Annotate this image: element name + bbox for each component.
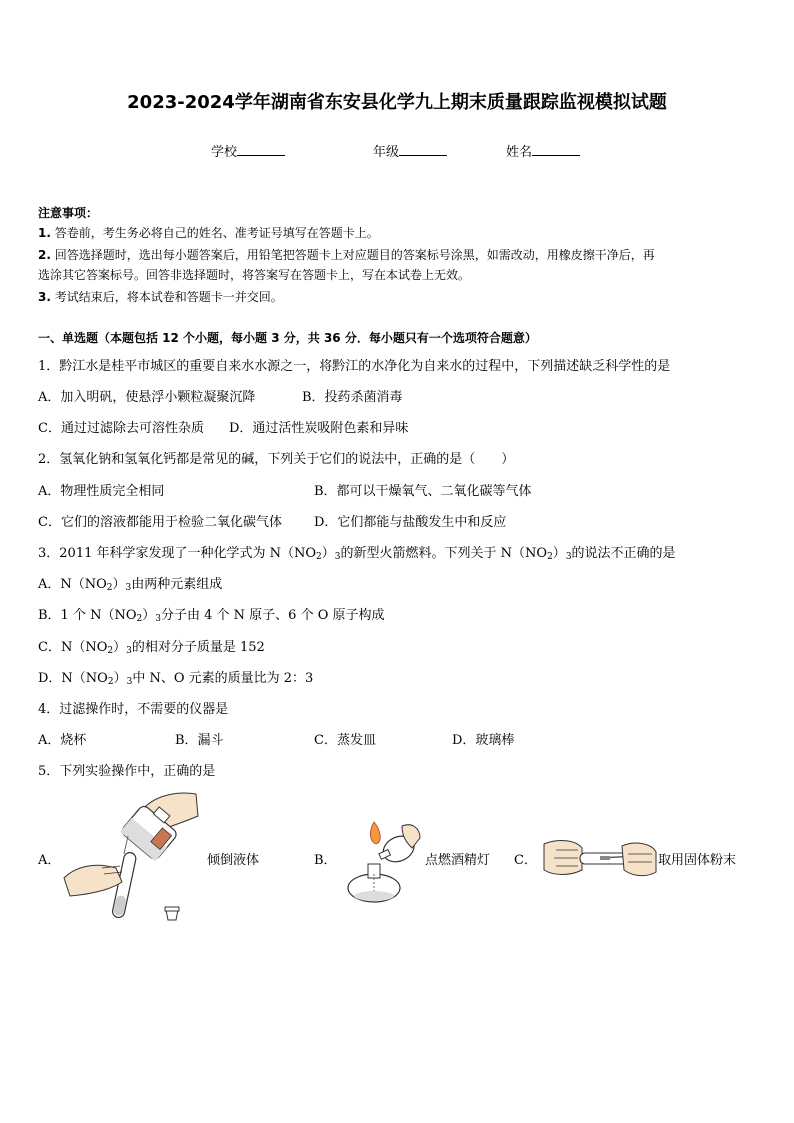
option-text: ） [112,577,126,592]
notice-num: 3. [38,290,51,304]
q5-option-a-letter[interactable]: A． [38,853,61,868]
question-4-stem: 4．过滤操作时，不需要的仪器是 [38,702,229,717]
grade-field [373,141,447,160]
q3-stem-part: ） [552,546,566,561]
alcohol-lamp-illustration [340,812,422,906]
q1-option-a[interactable]: A．加入明矾，使悬浮小颗粒凝聚沉降 [38,390,256,405]
solid-powder-illustration [542,836,658,882]
q4-option-b[interactable]: B．漏斗 [175,733,224,748]
option-text: 的相对分子质量是 152 [131,640,265,655]
q3-stem-part: ） [321,546,335,561]
option-text: 由两种元素组成 [131,577,223,592]
q3-stem-part: 3．2011 年科学家发现了一种化学式为 N（NO [38,546,317,561]
school-field [211,141,285,160]
q3-option-b[interactable] [38,604,385,624]
q5-option-b-caption: 点燃酒精灯 [425,853,491,868]
q3-option-a[interactable] [38,573,222,593]
q3-option-d[interactable] [38,667,313,687]
q5-option-c-letter[interactable]: C． [514,853,537,868]
q4-option-a[interactable]: A．烧杯 [38,733,87,748]
name-label: 姓名 [506,145,533,160]
option-text: 分子由 4 个 N 原子、6 个 O 原子构成 [160,608,385,623]
notice-heading: 注意事项： [38,206,99,220]
q2-option-b[interactable]: B．都可以干燥氧气、二氧化碳等气体 [314,484,532,499]
notice-num: 2. [38,248,51,262]
notice-num: 1. [38,226,51,240]
q5-option-b-letter[interactable]: B． [314,853,337,868]
option-text: A．N（NO [38,577,107,592]
notice-item [38,246,655,263]
option-text: ） [142,608,156,623]
notice-text: 选涂其它答案标号。回答非选择题时，将答案写在答题卡上，写在本试卷上无效。 [38,268,471,282]
q2-option-a[interactable]: A．物理性质完全相同 [38,484,165,499]
page-title: 2023-2024学年湖南省东安县化学九上期末质量跟踪监视模拟试题 [127,92,667,113]
school-label: 学校 [211,145,238,160]
school-blank[interactable] [237,143,285,156]
q3-stem-part: 的新型火箭燃料。下列关于 N（NO [340,546,548,561]
pouring-liquid-illustration [62,786,202,928]
question-1-stem: 1．黔江水是桂平市城区的重要自来水水源之一，将黔江的水净化为自来水的过程中，下列描述缺乏科学性的是 [38,359,671,374]
q2-option-c[interactable]: C．它们的溶液都能用于检验二氧化碳气体 [38,515,282,530]
q1-option-c[interactable]: C．通过过滤除去可溶性杂质 [38,421,204,436]
notice-item [38,266,470,283]
subscript: 3 [334,552,341,562]
q2-option-d[interactable]: D．它们都能与盐酸发生中和反应 [314,515,507,530]
subscript: 2 [106,583,113,593]
q4-option-c[interactable]: C．蒸发皿 [314,733,376,748]
notice-text: 答卷前，考生务必将自己的姓名、准考证号填写在答题卡上。 [54,226,379,240]
subscript: 3 [125,583,132,593]
grade-label: 年级 [373,145,400,160]
subscript: 2 [107,646,114,656]
q3-stem-part: 的说法不正确的是 [571,546,676,561]
option-text: 中 N、O 元素的质量比为 2：3 [132,671,314,686]
subscript: 2 [107,677,114,687]
q1-option-b[interactable]: B．投药杀菌消毒 [302,390,403,405]
subscript: 3 [565,552,572,562]
notice-text: 回答选择题时，选出每小题答案后，用铅笔把答题卡上对应题目的答案标号涂黑，如需改动，用橡皮擦干净后，再 [54,248,655,262]
option-text: C．N（NO [38,640,108,655]
q1-option-d[interactable]: D．通过活性炭吸附色素和异味 [229,421,409,436]
option-text: ） [113,671,127,686]
q4-option-d[interactable]: D．玻璃棒 [452,733,515,748]
grade-blank[interactable] [399,143,447,156]
question-2-stem: 2．氢氧化钠和氢氧化钙都是常见的碱，下列关于它们的说法中，正确的是（ ） [38,452,515,467]
subscript: 2 [136,614,143,624]
question-3-stem [38,542,676,562]
subscript: 2 [547,552,553,562]
option-text: B．1 个 N（NO [38,608,137,623]
question-5-stem: 5．下列实验操作中，正确的是 [38,764,216,779]
option-text: D．N（NO [38,671,108,686]
q5-option-c-caption: 取用固体粉末 [658,853,737,868]
subscript: 3 [155,614,161,624]
option-text: ） [113,640,127,655]
q5-option-a-caption: 倾倒液体 [207,853,260,868]
notice-item [38,288,283,305]
name-field [506,141,580,160]
section-heading: 一、单选题（本题包括 12 个小题，每小题 3 分，共 36 分．每小题只有一个选项符合题意） [38,331,537,345]
subscript: 2 [316,552,322,562]
name-blank[interactable] [532,143,580,156]
notice-text: 考试结束后，将本试卷和答题卡一并交回。 [54,290,283,304]
subscript: 3 [126,677,133,687]
subscript: 3 [126,646,132,656]
notice-item [38,224,379,241]
q3-option-c[interactable] [38,636,265,656]
